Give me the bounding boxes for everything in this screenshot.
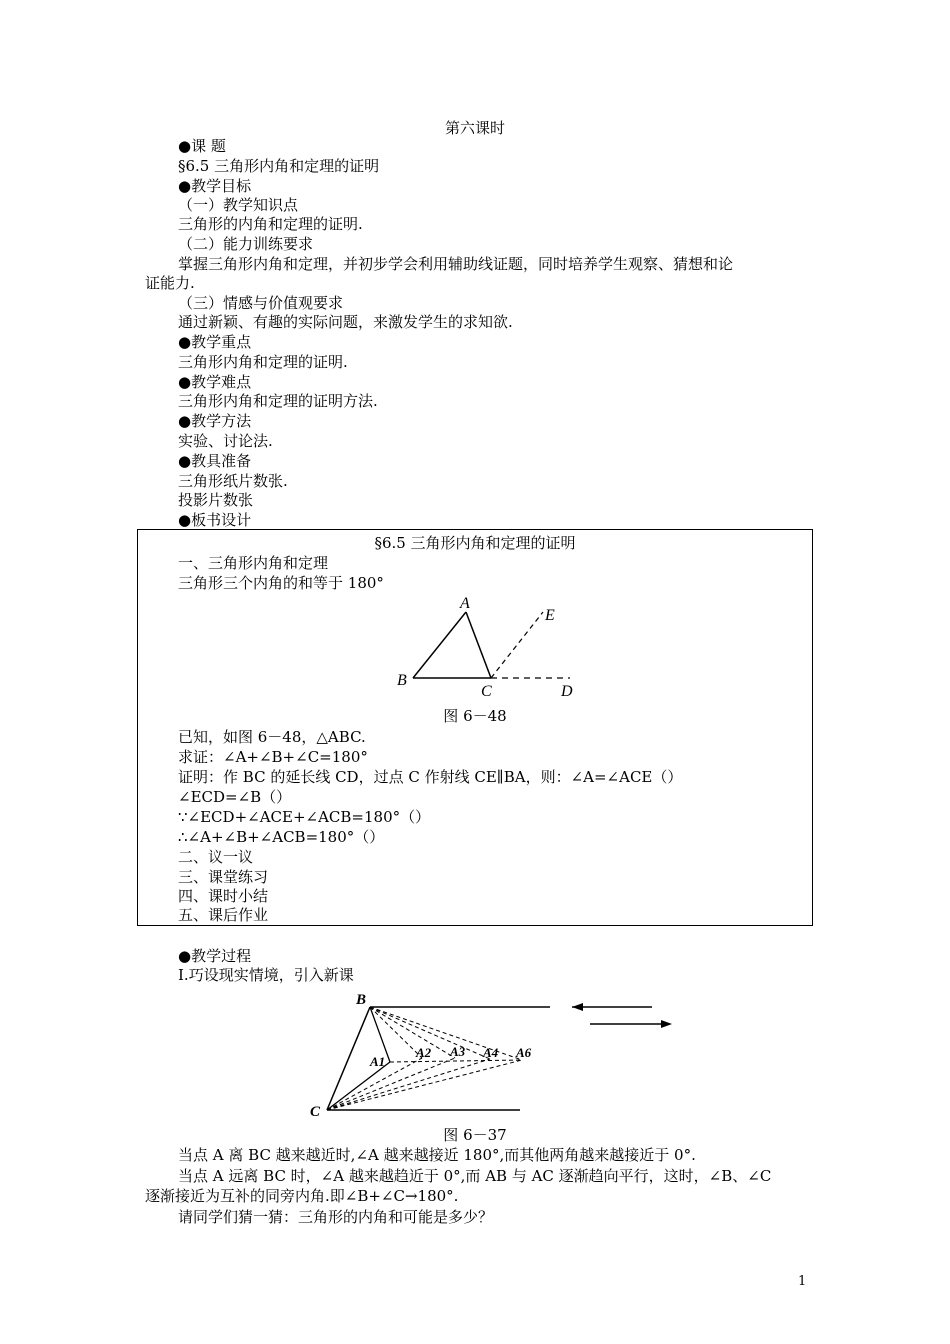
- method-text: 实验、讨论法.: [178, 432, 273, 450]
- section-goals-heading: ●教学目标: [178, 177, 252, 195]
- goal-subheading-1: （一）教学知识点: [178, 196, 299, 214]
- goal-subheading-2: （二）能力训练要求: [178, 235, 314, 253]
- board-title: §6.5 三角形内角和定理的证明: [374, 534, 576, 552]
- board-proof-4: ∴∠A+∠B+∠ACB=180°（）: [178, 828, 385, 846]
- goal-text-2-cont: 证能力.: [145, 274, 195, 292]
- section-key-point-heading: ●教学重点: [178, 333, 252, 351]
- section-tools-heading: ●教具准备: [178, 452, 252, 470]
- figure-6-37: [300, 988, 690, 1123]
- board-given: 已知，如图 6－48，△ABC.: [178, 728, 366, 746]
- board-item-2: 二、议一议: [178, 848, 254, 866]
- board-item-3: 三、课堂练习: [178, 868, 269, 886]
- label-a2: A2: [416, 1045, 432, 1060]
- board-line-2: 三角形三个内角的和等于 180°: [178, 574, 384, 592]
- section-difficulty-heading: ●教学难点: [178, 373, 252, 391]
- process-text-3: 请同学们猜一猜：三角形的内角和可能是多少？: [178, 1208, 494, 1226]
- segment-bc: [327, 1007, 370, 1110]
- segment-ba: [413, 612, 466, 678]
- figure-6-48-caption: 图 6－48: [443, 707, 507, 725]
- label-a6: A6: [516, 1045, 532, 1060]
- label-c: C: [481, 683, 492, 700]
- topic-text: §6.5 三角形内角和定理的证明: [178, 157, 380, 175]
- goal-text-1: 三角形的内角和定理的证明.: [178, 215, 363, 233]
- label-c: C: [310, 1104, 321, 1120]
- arrow-right-head: [661, 1020, 672, 1028]
- section-board-heading: ●板书设计: [178, 511, 252, 529]
- label-b: B: [356, 992, 367, 1008]
- section-process-heading: ●教学过程: [178, 947, 252, 965]
- key-point-text: 三角形内角和定理的证明.: [178, 353, 348, 371]
- board-line-1: 一、三角形内角和定理: [178, 554, 329, 572]
- goal-text-2: 掌握三角形内角和定理，并初步学会利用辅助线证题，同时培养学生观察、猜想和论: [178, 255, 734, 273]
- label-a4: A4: [483, 1045, 499, 1060]
- label-a: A: [460, 595, 470, 612]
- label-d: D: [561, 683, 573, 700]
- section-method-heading: ●教学方法: [178, 412, 252, 430]
- process-text-2: 当点 A 远离 BC 时，∠A 越来越趋近于 0°,而 AB 与 AC 逐渐趋向平行，这时，∠B、∠C: [178, 1167, 772, 1185]
- figure-6-37-caption: 图 6－37: [443, 1126, 507, 1144]
- process-step-1: Ⅰ.巧设现实情境，引入新课: [178, 966, 354, 984]
- board-proof-2: ∠ECD=∠B（）: [178, 788, 292, 806]
- label-b: B: [397, 672, 407, 689]
- process-text-1: 当点 A 离 BC 越来越近时,∠A 越来越接近 180°,而其他两角越来越接近于 0°.: [178, 1146, 696, 1164]
- board-to-prove: 求证：∠A+∠B+∠C=180°: [178, 748, 368, 766]
- board-item-4: 四、课时小结: [178, 887, 269, 905]
- page-title: 第六课时: [444, 119, 505, 137]
- goal-text-3: 通过新颖、有趣的实际问题，来激发学生的求知欲.: [178, 313, 513, 331]
- label-a3: A3: [450, 1044, 466, 1059]
- board-item-5: 五、课后作业: [178, 906, 269, 924]
- board-proof-1: 证明：作 BC 的延长线 CD，过点 C 作射线 CE∥BA，则：∠A=∠ACE（）: [178, 768, 683, 786]
- ray-ce: [491, 612, 543, 678]
- goal-subheading-3: （三）情感与价值观要求: [178, 294, 344, 312]
- board-proof-3: ∵∠ECD+∠ACE+∠ACB=180°（）: [178, 808, 431, 826]
- difficulty-text: 三角形内角和定理的证明方法.: [178, 392, 378, 410]
- arrow-left-head: [572, 1003, 583, 1011]
- figure-6-48: [385, 590, 585, 702]
- page-number: 1: [798, 1274, 807, 1289]
- label-e: E: [545, 607, 555, 624]
- process-text-2-cont: 逐渐接近为互补的同旁内角.即∠B+∠C→180°.: [145, 1187, 459, 1205]
- label-a1: A1: [370, 1054, 386, 1069]
- segment-ac: [466, 612, 491, 678]
- tools-text-2: 投影片数张: [178, 491, 254, 509]
- tools-text-1: 三角形纸片数张.: [178, 472, 288, 490]
- section-topic-heading: ●课 题: [178, 137, 226, 155]
